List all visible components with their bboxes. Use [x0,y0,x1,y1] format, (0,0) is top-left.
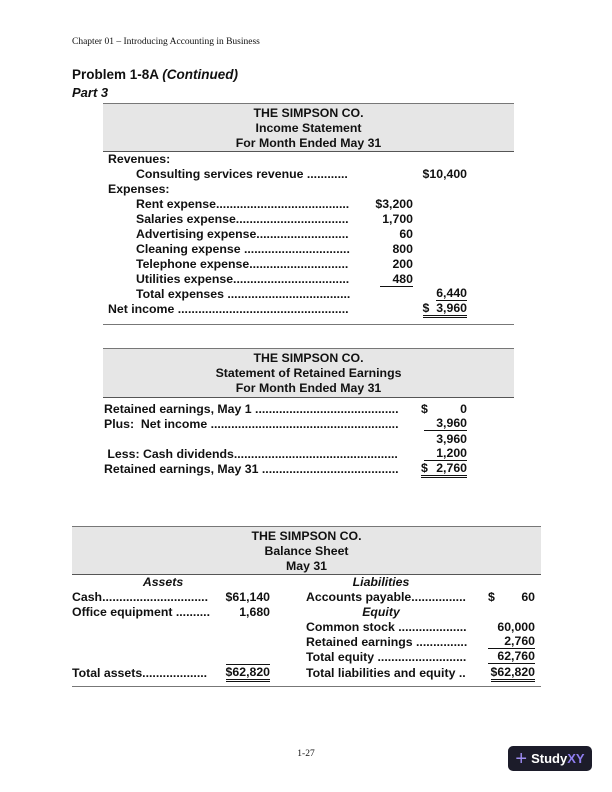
expense-amount: $3,200 [375,197,413,211]
asset-label: Office equipment .......... [72,605,211,619]
is-period: For Month Ended May 31 [235,136,382,150]
revenue-label: Consulting services revenue ............ [136,167,348,181]
expenses-label: Expenses: [108,182,170,196]
bs-title: Balance Sheet [264,544,349,558]
total-assets-label: Total assets................... [72,666,208,680]
expense-label: Cleaning expense ............................... [136,242,350,256]
logo-text-study: Study [531,750,568,766]
total-liabilities-equity-label: Total liabilities and equity .. [306,666,466,680]
asset-label: Cash............................... [72,590,208,604]
expense-label: Salaries expense................................. [136,212,349,226]
expense-amount: 480 [380,272,413,287]
problem-number: Problem 1-8A [72,67,163,82]
problem-title [72,67,238,82]
re-row-amount: 0 [460,402,467,416]
re-row-dollar: $ [421,402,428,416]
net-income-label: Net income .................................................. [108,302,349,316]
equity-amount: 62,760 [488,649,535,664]
bs-company: THE SIMPSON CO. [251,529,362,543]
is-company: THE SIMPSON CO. [253,106,364,120]
equity-amount: 2,760 [488,634,535,649]
re-row-label: Retained earnings, May 31 ........................................ [104,462,399,476]
divider [103,324,514,325]
re-row-amount: 1,200 [424,446,467,461]
chapter-header: Chapter 01 – Introducing Accounting in Business [72,37,260,47]
equity-heading: Equity [362,605,400,619]
net-income-amount: $ 3,960 [423,301,467,318]
logo-text [531,750,584,768]
expense-amount: 60 [399,227,413,241]
re-row-amount: 3,960 [424,416,467,431]
asset-amount: $61,140 [225,590,270,604]
total-expenses-amount: 6,440 [436,286,467,300]
re-row-dollar: $ [421,461,428,475]
total-expenses-label: Total expenses .................................... [136,287,351,301]
revenue-amount: $10,400 [422,167,467,181]
equity-label: Retained earnings ............... [306,635,468,649]
expense-label: Advertising expense........................... [136,227,349,241]
re-company: THE SIMPSON CO. [253,351,364,365]
revenues-label: Revenues: [108,152,171,166]
re-row-label: Retained earnings, May 1 .......................................... [104,402,399,416]
logo-text-xy: XY [567,750,585,766]
assets-heading: Assets [142,575,184,589]
continued-label: (Continued) [162,67,239,82]
total-assets-amount: $62,820 [226,664,270,682]
divider [72,686,541,687]
equity-label: Total equity .......................... [306,650,467,664]
is-title: Income Statement [255,121,362,135]
expense-label: Utilities expense.................................. [136,272,350,286]
total-liabilities-equity-amount: $62,820 [491,665,535,682]
re-row-label: Plus: Net income ....................................................... [104,417,399,431]
equity-label: Common stock .................... [306,620,467,634]
liability-label: Accounts payable................ [306,590,466,604]
bs-date: May 31 [285,559,328,573]
re-period: For Month Ended May 31 [235,381,382,395]
asset-amount: 1,680 [239,605,270,619]
re-row-amount: 2,760 [436,461,467,475]
liability-amount: 60 [521,590,535,604]
expense-amount: 800 [392,242,413,256]
re-row-label: Less: Cash dividends................................................ [104,447,398,461]
expense-label: Rent expense....................................... [136,197,350,211]
re-title: Statement of Retained Earnings [215,366,402,380]
liabilities-heading: Liabilities [352,575,410,589]
equity-amount: 60,000 [497,620,535,634]
page-number: 1-27 [297,749,315,759]
expense-amount: 1,700 [382,212,413,226]
liability-dollar: $ [488,590,495,604]
expense-label: Telephone expense............................. [136,257,349,271]
part-label: Part 3 [72,85,109,100]
plus-icon: + [515,747,528,770]
re-row-total [421,461,467,478]
re-row-amount: 3,960 [436,432,467,446]
studyxy-logo [508,746,592,771]
expense-amount: 200 [392,257,413,271]
